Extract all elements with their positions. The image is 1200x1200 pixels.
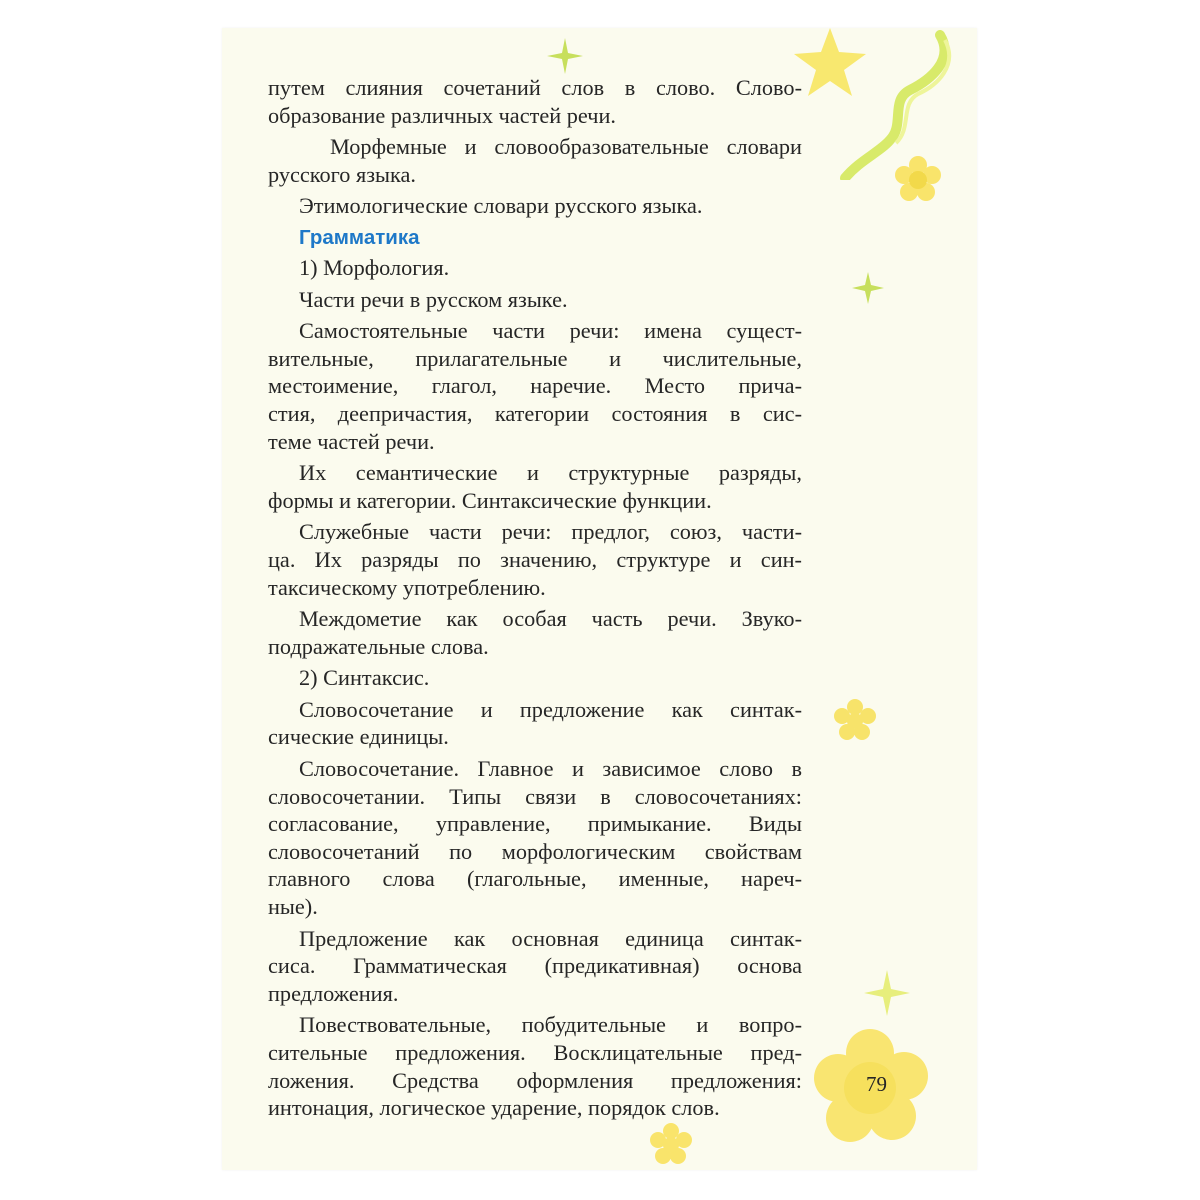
text-line: местоимение, глагол, наречие. Место прича- bbox=[268, 373, 802, 399]
paragraph bbox=[268, 664, 802, 692]
text-line: Словосочетание. Главное и зависимое слово в bbox=[299, 756, 802, 782]
text-line: формы и категории. Синтаксические функции. bbox=[268, 487, 712, 513]
text-line: теме частей речи. bbox=[268, 428, 435, 454]
text-line: Части речи в русском языке. bbox=[299, 286, 568, 312]
paragraph bbox=[268, 133, 802, 188]
star-icon bbox=[545, 36, 585, 76]
paragraph bbox=[268, 254, 802, 282]
text-line: интонация, логическое ударение, порядок слов. bbox=[268, 1095, 720, 1121]
text-line: таксическому употреблению. bbox=[268, 574, 546, 600]
paragraph bbox=[268, 192, 802, 220]
paragraph bbox=[268, 74, 802, 129]
text-line: Словосочетание и предложение как синтак- bbox=[299, 696, 802, 722]
text-line: сиса. Грамматическая (предикативная) основа bbox=[268, 953, 802, 979]
text-line: предложения. bbox=[268, 980, 399, 1006]
text-line: стия, деепричастия, категории состояния в сис- bbox=[268, 400, 802, 426]
text-line: 2) Синтаксис. bbox=[299, 665, 430, 691]
text-line: словосочетании. Типы связи в словосочетаниях: bbox=[268, 783, 802, 809]
text-line: путем слияния сочетаний слов в слово. Слово- bbox=[268, 75, 802, 100]
text-line: Этимологические словари русского языка. bbox=[299, 193, 703, 219]
text-line: сительные предложения. Восклицательные пред- bbox=[268, 1040, 802, 1065]
text-line: Самостоятельные части речи: имена сущест- bbox=[299, 318, 802, 344]
text-line: вительные, прилагательные и числительные, bbox=[268, 345, 802, 371]
text-line: словосочетаний по морфологическим свойствам bbox=[268, 838, 802, 864]
text-line: согласование, управление, примыкание. Виды bbox=[268, 811, 802, 837]
paragraph bbox=[268, 317, 802, 455]
sparkle-icon bbox=[862, 968, 912, 1018]
paragraph bbox=[268, 286, 802, 314]
flower-icon bbox=[832, 698, 878, 742]
paragraph bbox=[268, 696, 802, 751]
paragraph bbox=[268, 755, 802, 921]
text-line: ца. Их разряды по значению, структуре и син- bbox=[268, 546, 802, 572]
text-line: ложения. Средства оформления предложения: bbox=[268, 1067, 802, 1093]
text-line: русского языка. bbox=[268, 161, 416, 187]
section-heading: Грамматика bbox=[299, 225, 420, 249]
text-line: Служебные части речи: предлог, союз, части- bbox=[299, 519, 802, 545]
text-line: Междометие как особая часть речи. Звуко- bbox=[299, 606, 802, 632]
sparkle-icon bbox=[850, 270, 886, 306]
page-body bbox=[268, 74, 802, 1126]
flower-icon bbox=[893, 155, 943, 203]
paragraph bbox=[268, 605, 802, 660]
paragraph bbox=[268, 925, 802, 1008]
text-line: Морфемные и словообразовательные словари bbox=[330, 134, 802, 160]
text-line: подражательные слова. bbox=[268, 633, 489, 659]
paragraph bbox=[268, 1011, 802, 1121]
text-line: Предложение как основная единица синтак- bbox=[299, 925, 802, 951]
text-line: ные). bbox=[268, 894, 318, 920]
text-line: главного слова (глагольные, именные, нареч- bbox=[268, 866, 802, 892]
text-line: сические единицы. bbox=[268, 724, 449, 750]
paragraph bbox=[268, 459, 802, 514]
text-line: образование различных частей речи. bbox=[268, 102, 616, 128]
paragraph bbox=[268, 518, 802, 601]
text-line: 1) Морфология. bbox=[299, 254, 450, 280]
flower-icon bbox=[648, 1122, 694, 1166]
text-line: Их семантические и структурные разряды, bbox=[299, 460, 802, 486]
text-line: Повествовательные, побудительные и вопро- bbox=[299, 1012, 802, 1038]
page-number: 79 bbox=[866, 1072, 887, 1096]
